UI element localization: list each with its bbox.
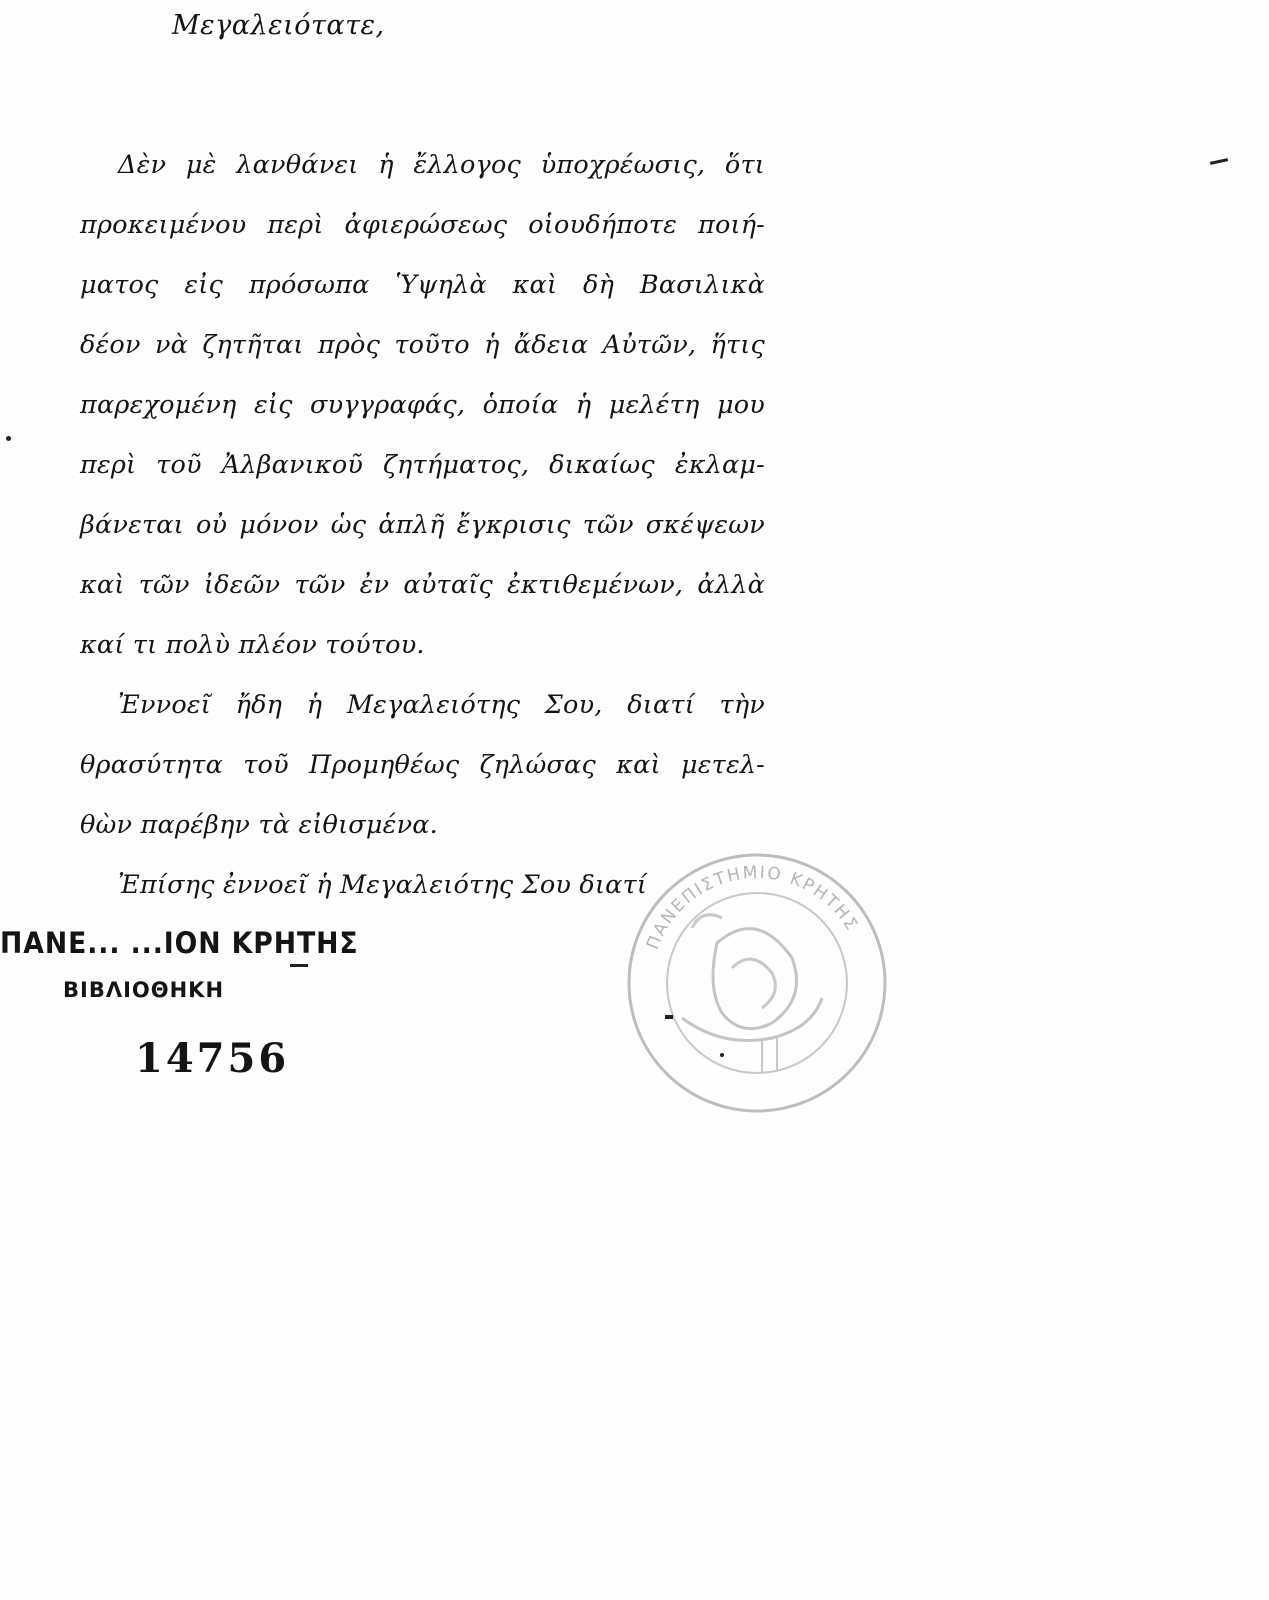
letter-line-6: περὶ τοῦ Ἀλβανικοῦ ζητήματος, δικαίως ἐκλαμ-: [80, 450, 765, 480]
letter-line-1: Δὲν μὲ λανθάνει ἡ ἔλλογος ὑποχρέωσις, ὅτι: [118, 150, 765, 180]
letter-line-5: παρεχομένη εἰς συγγραφάς, ὁποία ἡ μελέτη μου: [80, 390, 765, 420]
scan-speck: [665, 1015, 673, 1019]
letter-line-4: δέον νὰ ζητῆται πρὸς τοῦτο ἡ ἄδεια Αὐτῶν, ἥτις: [80, 330, 765, 360]
scan-speck: [1210, 158, 1228, 165]
letter-line-3: ματος εἰς πρόσωπα Ὑψηλὰ καὶ δὴ Βασιλικὰ: [80, 270, 765, 300]
letter-line-10: Ἐννοεῖ ἤδη ἡ Μεγαλειότης Σου, διατί τὴν: [118, 690, 765, 720]
scan-speck: [6, 436, 11, 441]
letter-line-7: βάνεται οὐ μόνον ὡς ἁπλῆ ἔγκρισις τῶν σκέψεων: [80, 510, 765, 540]
scan-speck: [290, 964, 308, 967]
university-seal-icon: [622, 848, 892, 1118]
letter-line-2: προκειμένου περὶ ἀφιερώσεως οἱουδήποτε ποιή-: [80, 210, 765, 240]
letter-line-11: θρασύτητα τοῦ Προμηθέως ζηλώσας καὶ μετελ-: [80, 750, 765, 780]
stamp-library-label: ΒΙΒΛΙΟΘΗΚΗ: [63, 978, 225, 1002]
stamp-accession-number: 14756: [135, 1035, 290, 1082]
letter-line-8: καὶ τῶν ἰδεῶν τῶν ἐν αὐταῖς ἐκτιθεμένων, ἀλλὰ: [80, 570, 765, 600]
scan-speck: [720, 1053, 724, 1057]
seal-text: ΠΑΝΕΠΙΣΤΗΜΙΟ ΚΡΗΤΗΣ: [642, 862, 863, 953]
letter-line-12: θὼν παρέβην τὰ εἰθισμένα.: [80, 810, 438, 840]
salutation: Μεγαλειότατε,: [172, 10, 385, 41]
stamp-institution: ΠΑΝΕ... ...ΙΟΝ ΚΡΗΤΗΣ: [0, 926, 359, 960]
letter-line-9: καί τι πολὺ πλέον τούτου.: [80, 630, 425, 660]
letter-line-13: Ἐπίσης ἐννοεῖ ἡ Μεγαλειότης Σου διατί: [118, 870, 648, 900]
